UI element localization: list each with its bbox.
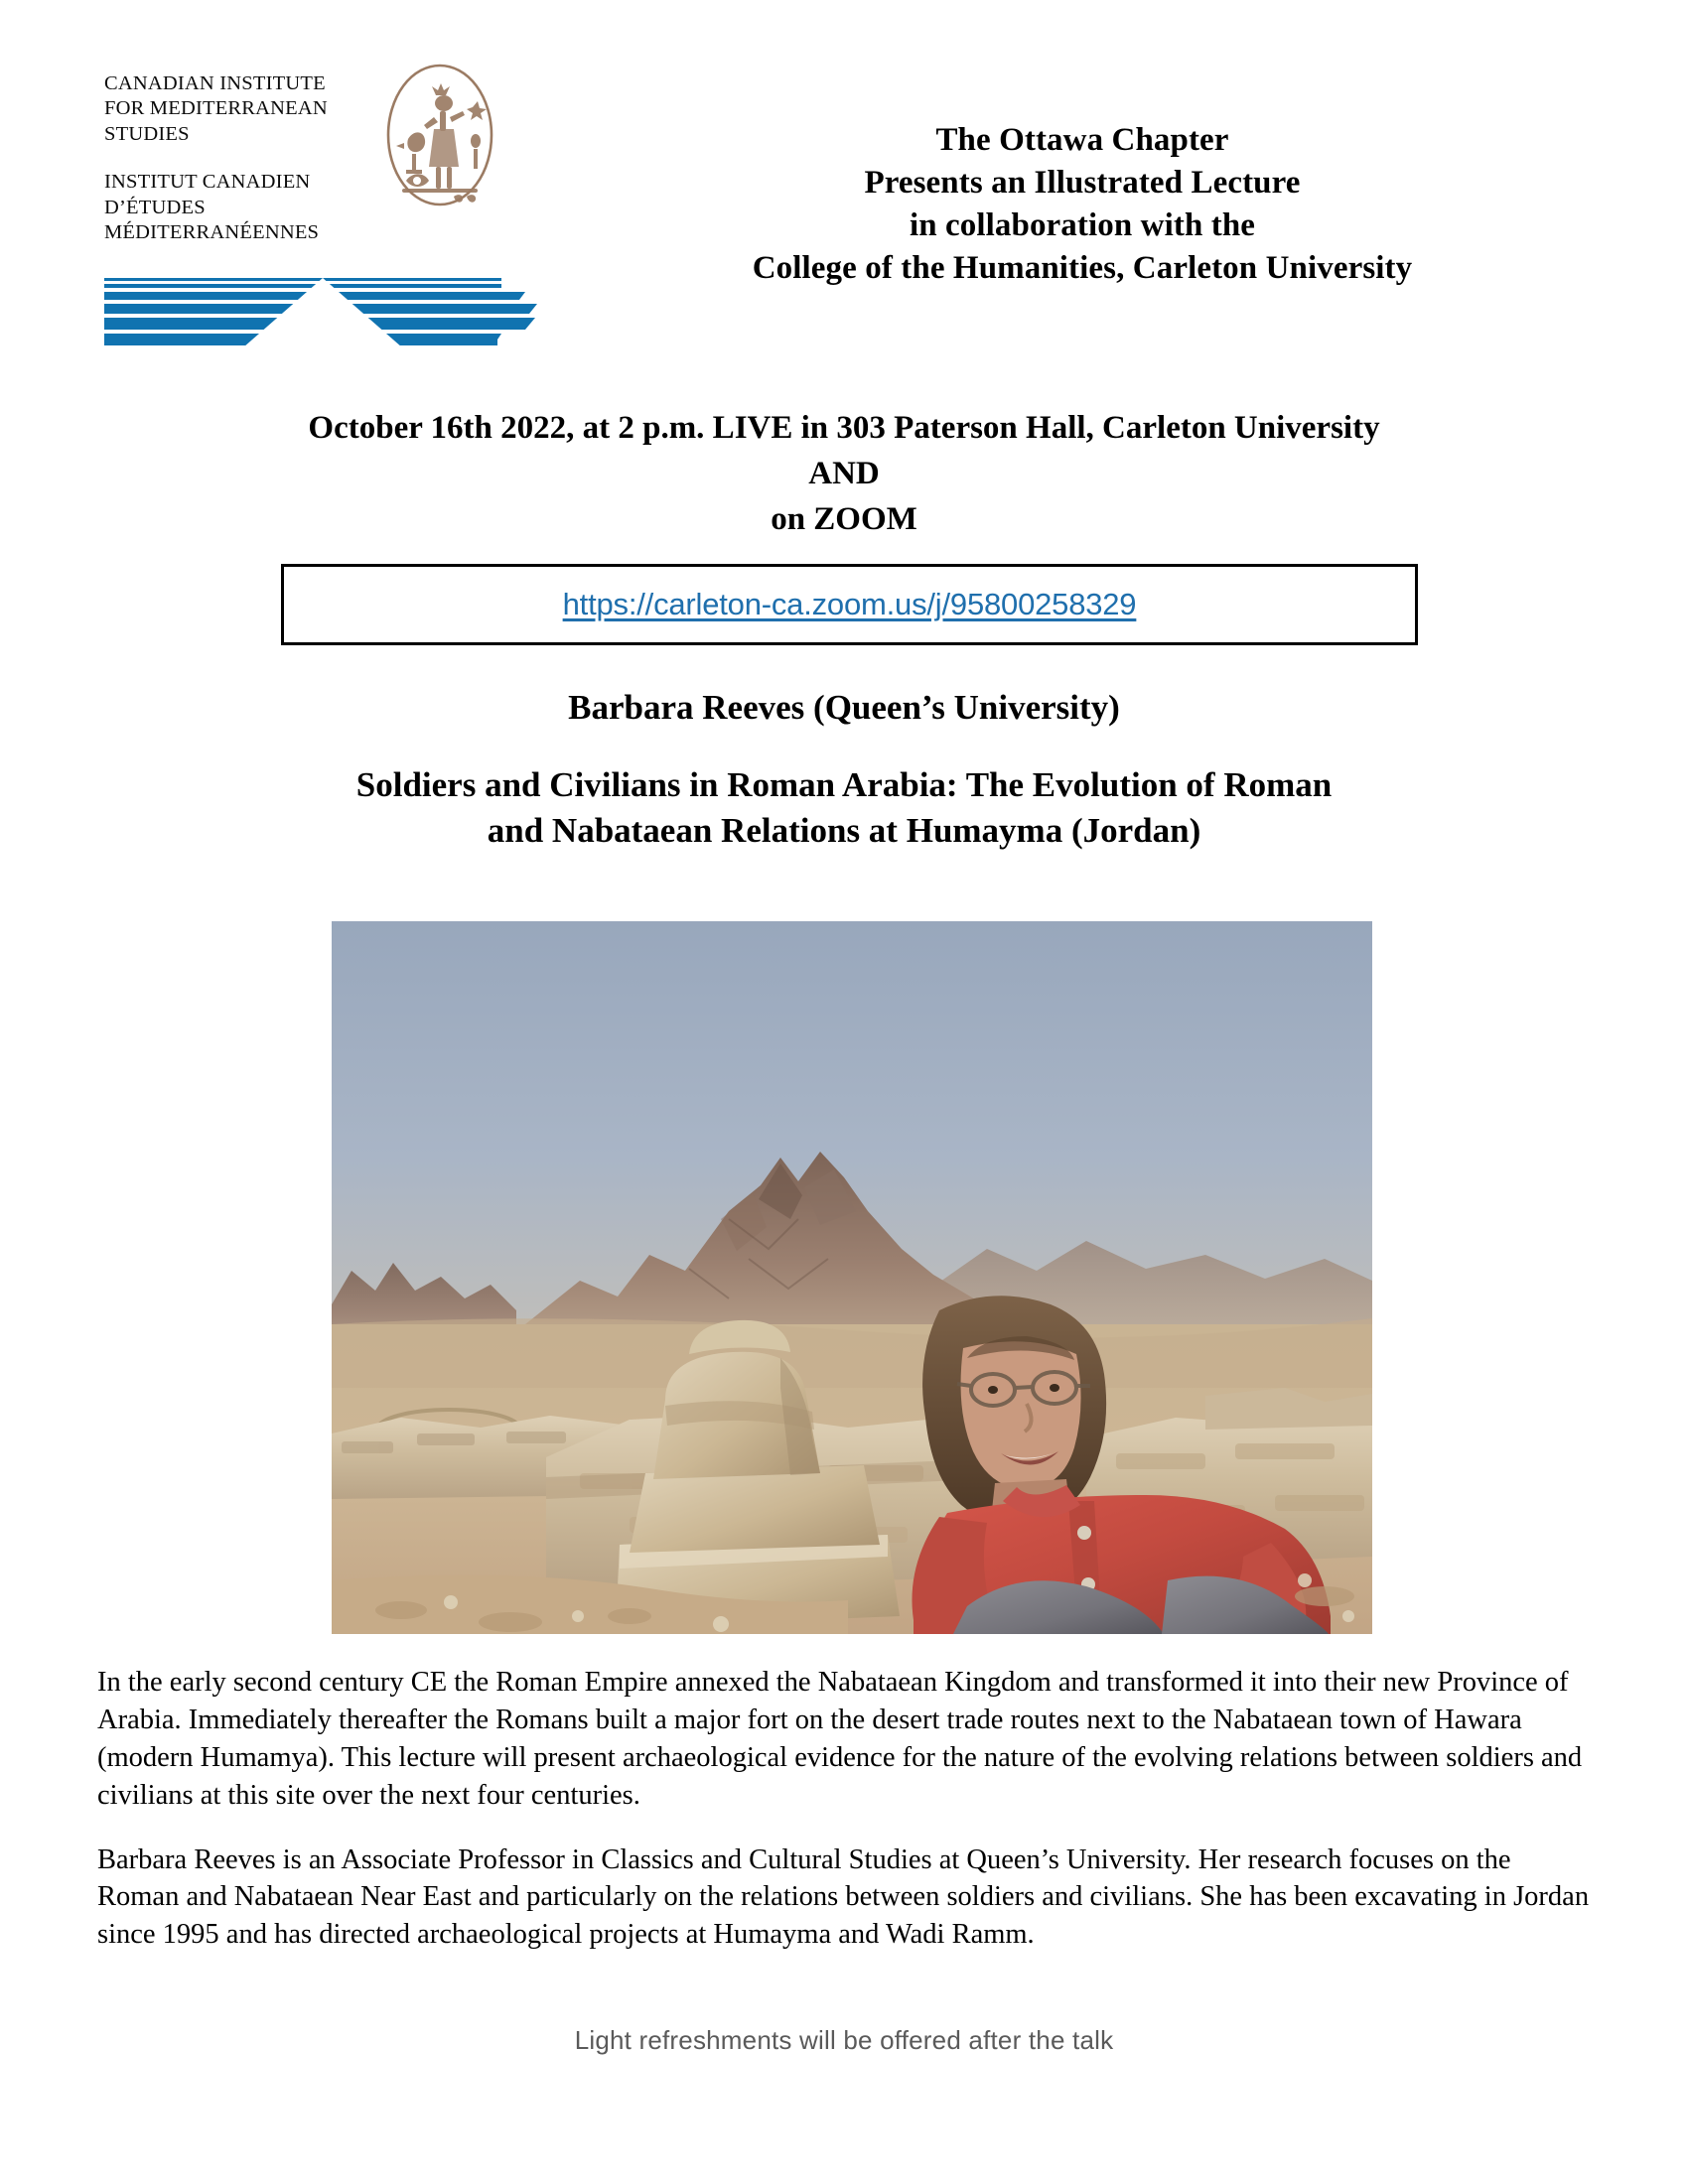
event-zoom-label: on ZOOM xyxy=(771,501,917,538)
lecture-photo-image xyxy=(332,921,1372,1634)
organizer-heading-line-1: The Ottawa Chapter xyxy=(935,122,1229,158)
talk-title xyxy=(129,762,1559,854)
logo-wordmark xyxy=(104,71,367,245)
organizer-heading xyxy=(556,119,1609,290)
speaker-bio-paragraph: Barbara Reeves is an Associate Professor in Classics and Cultural Studies at Queen’s University. Her research focuses on the Roman and Nabataean Near East and particularly on the relations between soldiers and civilians. She has been excavating in Jordan since 1995 and has directed archaeological projects at Humayma and Wadi Ramm. xyxy=(97,1843,1590,1951)
speaker-name: Barbara Reeves (Queen’s University) xyxy=(568,688,1120,727)
logo-wordmark-en-line-1: CANADIAN INSTITUTE xyxy=(104,72,326,94)
event-and-separator: AND xyxy=(808,456,880,492)
zoom-link-box[interactable] xyxy=(281,564,1418,645)
zoom-meeting-link[interactable]: https://carleton-ca.zoom.us/j/95800258329 xyxy=(562,587,1137,621)
striped-pyramid-icon xyxy=(104,276,541,347)
abstract-paragraph: In the early second century CE the Roman Empire annexed the Nabataean Kingdom and transformed it into their new Province of Arabia. Immediately thereafter the Romans built a major fort on the desert trade routes next to the Nabataean town of Hawara (modern Humamya). This lecture will present archaeological evidence for the nature of the evolving relations between soldiers and civilians at this site over the next four centuries. xyxy=(97,1667,1583,1811)
lecture-photo xyxy=(332,921,1372,1634)
refreshments-note: Light refreshments will be offered after the talk xyxy=(574,2025,1114,2055)
scarab-seal-icon xyxy=(372,60,507,210)
organizer-heading-line-4: College of the Humanities, Carleton University xyxy=(752,249,1413,286)
talk-title-line-2: and Nabataean Relations at Humayma (Jordan) xyxy=(487,811,1201,851)
logo-wordmark-fr-line-2: D’ÉTUDES xyxy=(104,196,206,218)
event-details xyxy=(60,405,1628,543)
organizer-heading-line-3: in collaboration with the xyxy=(909,206,1256,243)
logo-wordmark-fr-line-1: INSTITUT CANADIEN xyxy=(104,171,311,194)
logo-wordmark-en-line-2: FOR MEDITERRANEAN xyxy=(104,97,328,120)
organizer-heading-line-2: Presents an Illustrated Lecture xyxy=(864,164,1301,201)
poster-header xyxy=(0,0,1688,377)
logo-wordmark-en-line-3: STUDIES xyxy=(104,122,190,145)
event-date-venue: October 16th 2022, at 2 p.m. LIVE in 303 Paterson Hall, Carleton University xyxy=(308,410,1380,446)
cims-logo xyxy=(94,60,546,347)
talk-title-line-1: Soldiers and Civilians in Roman Arabia: The Evolution of Roman xyxy=(355,765,1333,804)
logo-wordmark-fr-line-3: MÉDITERRANÉENNES xyxy=(104,221,320,244)
description-text xyxy=(97,1664,1597,1954)
